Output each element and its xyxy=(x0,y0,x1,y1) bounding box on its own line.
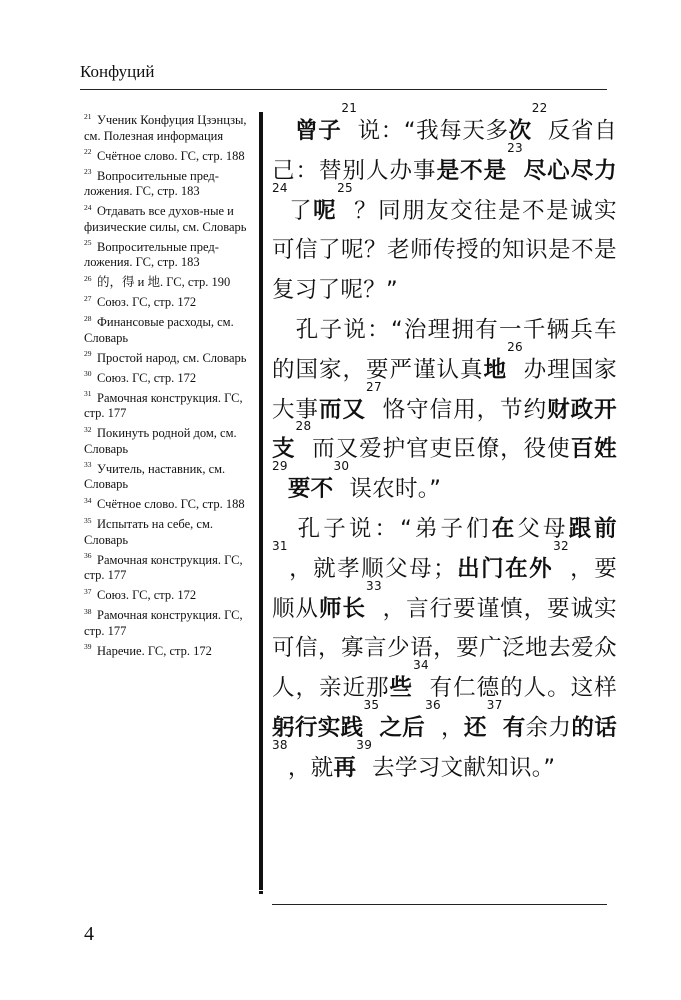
footnote-ref: 30 xyxy=(333,459,350,474)
footnote: 29 Простой народ, см. Словарь xyxy=(84,349,247,365)
footnote-ref: 39 xyxy=(356,737,373,752)
footnote: 35 Испытать на себе, см. Словарь xyxy=(84,515,213,547)
bold-term: 要不 xyxy=(287,476,334,503)
footnote-ref: 37 xyxy=(486,697,503,712)
footnotes-column xyxy=(84,113,259,664)
margin-bar xyxy=(259,112,263,890)
footnote-text: Вопросительные пред-ложения. ГС, стр. 183 xyxy=(84,239,219,269)
text-run: ， xyxy=(441,714,464,741)
paragraph xyxy=(272,101,617,311)
footnote-ref: 35 xyxy=(363,697,380,712)
footnote-text: Наречие. ГС, стр. 172 xyxy=(97,643,212,658)
bold-term: 百姓 xyxy=(570,436,617,463)
text-run: 办理国家大事 xyxy=(272,356,617,423)
bold-term: 跟前 xyxy=(568,515,617,542)
paragraph xyxy=(272,510,617,789)
text-run: ，就孝顺父母； xyxy=(287,555,456,582)
footnote-ref: 21 xyxy=(341,101,358,115)
text-run: 父母 xyxy=(517,515,569,542)
footnote: 39 Наречие. ГС, стр. 172 xyxy=(84,642,212,658)
bottom-rule xyxy=(272,904,607,905)
footnote-ref: 36 xyxy=(425,697,441,712)
paragraph xyxy=(272,311,617,510)
footnote-text: Союз. ГС, стр. 172 xyxy=(97,370,197,385)
bold-term: 在 xyxy=(491,515,518,542)
footnote-ref: 34 xyxy=(413,658,429,673)
footnote-text: Счётное слово. ГС, стр. 188 xyxy=(97,148,245,163)
bold-term: 之后 xyxy=(379,714,426,741)
footnote-ref: 25 xyxy=(337,180,353,195)
footnote-text: Рамочная конструкция. ГС, стр. 177 xyxy=(84,608,243,638)
footnote-text: Счётное слово. ГС, стр. 188 xyxy=(97,497,245,511)
margin-bar-top-dot xyxy=(259,116,263,119)
bold-term: 而又 xyxy=(319,396,367,423)
bold-term: 躬行实践 xyxy=(272,714,364,741)
text-run: 误农时。” xyxy=(349,476,442,503)
footnote-text: Отдавать все духов-ные и физические силы, см. Словарь xyxy=(84,204,247,234)
footnote-text: Союз. ГС, стр. 172 xyxy=(97,588,197,602)
footnote: 36 Рамочная конструкция. ГС, стр. 177 xyxy=(84,551,243,582)
bold-term: 出门在外 xyxy=(455,555,554,582)
footnote: 37 Союз. ГС, стр. 172 xyxy=(84,586,197,602)
footnote-text: Вопросительные пред-ложения. ГС, стр. 183 xyxy=(84,168,219,198)
text-run: 去学习文献知识。” xyxy=(372,754,556,781)
footnote: 31 Рамочная конструкция. ГС, стр. 177 xyxy=(84,389,243,420)
footnote: 25 Вопросительные пред-ложения. ГС, стр. 183 xyxy=(84,238,219,269)
page-number: 4 xyxy=(84,923,94,945)
footnote: 27 Союз. ГС, стр. 172 xyxy=(84,293,197,309)
footnote-text: Ученик Конфуция Цзэнцзы, см. Полезная информация xyxy=(84,113,247,143)
text-run: 有仁德的人。这样 xyxy=(428,675,617,702)
text-run: 孔子说：“治理拥有一千辆兵车的国家，要严谨认真 xyxy=(272,316,617,383)
text-run: 反省自己：替别人办事 xyxy=(272,118,617,184)
footnote-text: Рамочная конструкция. ГС, стр. 177 xyxy=(84,552,243,582)
footnote-ref: 24 xyxy=(272,180,288,195)
text-run: ，就 xyxy=(287,754,334,781)
header-rule xyxy=(80,89,607,90)
text-run: 了 xyxy=(287,197,314,224)
bold-term: 次 xyxy=(508,118,532,144)
bold-term: 尽心尽力 xyxy=(522,157,617,184)
bold-term: 还 xyxy=(463,714,487,741)
footnote-ref: 22 xyxy=(531,101,548,115)
running-header-title: Конфуций xyxy=(80,62,155,81)
footnote-text: Покинуть родной дом, см. Словарь xyxy=(84,426,237,456)
footnote: 24 Отдавать все духов-ные и физические силы, см. Словарь xyxy=(84,202,247,234)
footnote: 32 Покинуть родной дом, см. Словарь xyxy=(84,424,237,456)
text-run xyxy=(272,118,295,144)
footnote: 34 Счётное слово. ГС, стр. 188 xyxy=(84,495,245,511)
text-run: 说：“我每天多 xyxy=(357,118,509,144)
text-run: ，要顺从 xyxy=(272,555,617,622)
footnote: 23 Вопросительные пред-ложения. ГС, стр. 183 xyxy=(84,167,219,198)
footnote: 26 的，得 и 地. ГС, стр. 190 xyxy=(84,273,231,289)
bold-term: 有 xyxy=(502,714,526,741)
footnote-ref: 38 xyxy=(272,737,288,752)
footnote: 30 Союз. ГС, стр. 172 xyxy=(84,369,197,385)
footnote-ref: 32 xyxy=(553,538,569,553)
text-run: 恪守信用，节约 xyxy=(381,396,548,423)
footnote-text: Финансовые расходы, см. Словарь xyxy=(84,315,234,345)
footnote-text: Простой народ, см. Словарь xyxy=(97,350,247,365)
margin-bar-bottom-dot xyxy=(259,891,263,894)
bold-term: 再 xyxy=(333,754,357,781)
text-run: 余力 xyxy=(525,714,572,741)
bold-term: 些 xyxy=(389,675,414,702)
text-run: 而又爱护官吏臣僚，役使 xyxy=(311,436,571,463)
bold-term: 曾子 xyxy=(295,118,342,144)
footnote-ref: 26 xyxy=(507,339,523,354)
bold-term: 地 xyxy=(483,356,508,383)
footnote-text: Рамочная конструкция. ГС, стр. 177 xyxy=(84,390,243,420)
footnote-text: 的，得 и 地. ГС, стр. 190 xyxy=(97,275,231,289)
footnote: 38 Рамочная конструкция. ГС, стр. 177 xyxy=(84,606,243,638)
footnote: 22 Счётное слово. ГС, стр. 188 xyxy=(84,147,245,163)
bold-term: 师长 xyxy=(319,595,367,622)
footnote-ref: 33 xyxy=(366,578,382,593)
bold-term: 财政开支 xyxy=(272,396,617,463)
bold-term: 的话 xyxy=(571,714,617,741)
footnote-ref: 27 xyxy=(366,379,382,394)
footnote: 28 Финансовые расходы, см. Словарь xyxy=(84,313,234,345)
footnote-ref: 23 xyxy=(507,140,523,155)
bold-term: 呢 xyxy=(313,197,338,224)
footnote: 21 Ученик Конфуция Цзэнцзы, см. Полезная информация xyxy=(84,111,247,143)
text-run: 孔子说：“弟子们 xyxy=(272,515,492,542)
bold-term: 是不是 xyxy=(436,157,508,184)
footnote-text: Учитель, наставник, см. Словарь xyxy=(84,461,226,491)
footnote-text: Союз. ГС, стр. 172 xyxy=(97,295,197,309)
text-run: ？同朋友交往是不是诚实可信了呢？老师传授的知识是不是复习了呢？” xyxy=(272,197,617,304)
footnote-ref: 31 xyxy=(272,538,288,553)
footnote-ref: 29 xyxy=(272,459,288,474)
footnote-ref: 28 xyxy=(295,419,312,434)
main-text xyxy=(272,101,617,789)
footnote: 33 Учитель, наставник, см. Словарь xyxy=(84,460,226,491)
text-run: ，言行要谨慎，要诚实可信，寡言少语，要广泛地去爱众人，亲近那 xyxy=(272,595,617,702)
footnote-text: Испытать на себе, см. Словарь xyxy=(84,517,213,547)
